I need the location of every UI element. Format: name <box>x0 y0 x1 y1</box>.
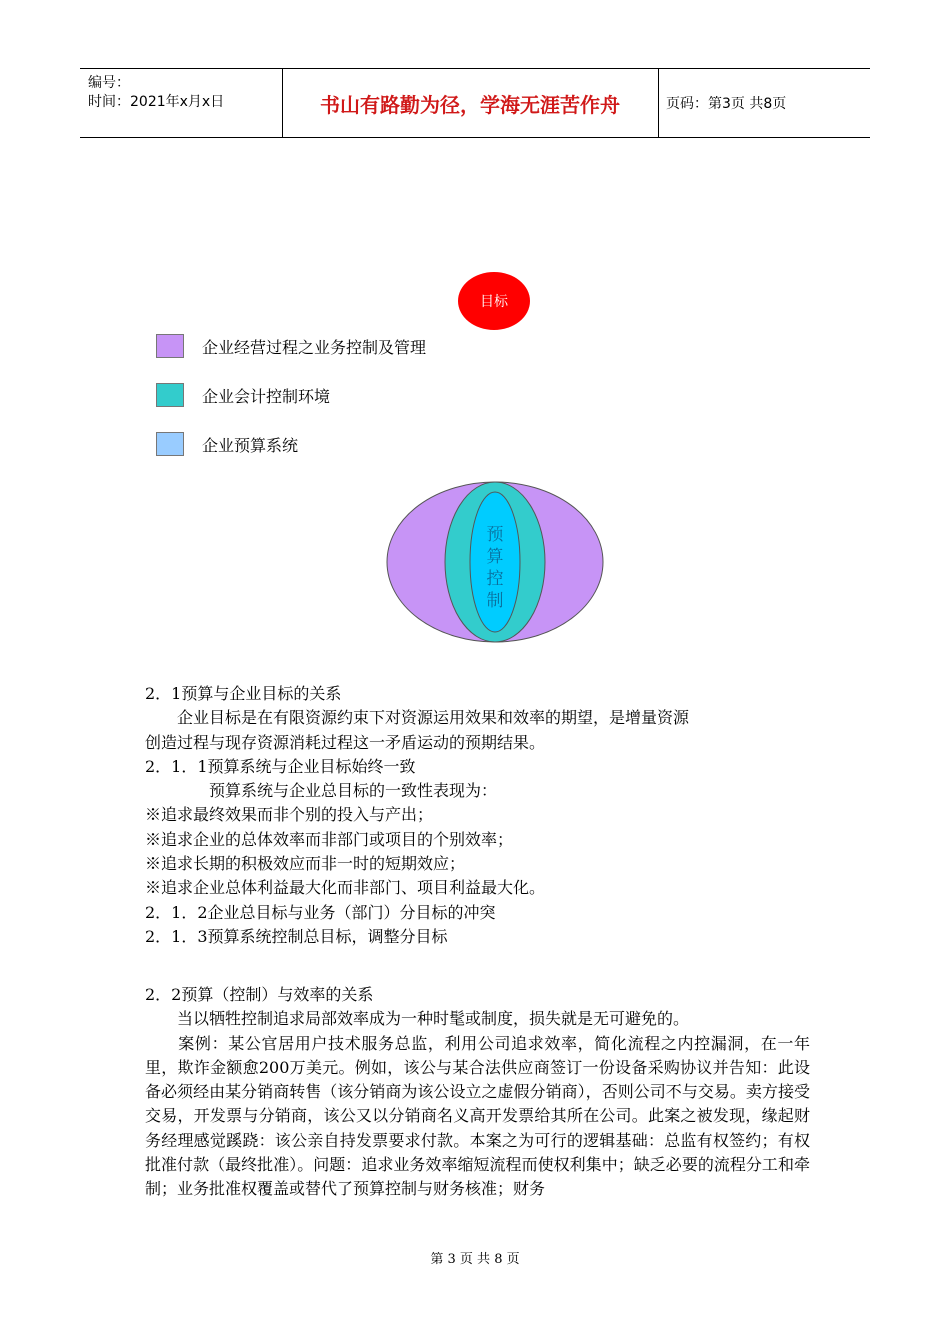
core-char: 预 <box>486 525 504 545</box>
legend-swatch-blue <box>156 432 184 456</box>
time-label: 时间：2021年x月x日 <box>88 94 225 110</box>
paragraph-line: 预算系统与企业总目标的一致性表现为： <box>145 781 498 801</box>
bullet-item: ※追求最终效果而非个别的投入与产出； <box>145 805 434 825</box>
bullet-item: ※追求企业的总体效率而非部门或项目的个别效率； <box>145 829 514 849</box>
number-label: 编号： <box>88 75 130 91</box>
legend-label: 企业预算系统 <box>202 435 299 455</box>
core-char: 制 <box>486 591 504 611</box>
legend-label: 企业经营过程之业务控制及管理 <box>202 337 427 357</box>
legend-swatch-purple <box>156 334 184 358</box>
page-header <box>80 68 870 138</box>
section-heading: 2．1预算与企业目标的关系 <box>145 684 342 703</box>
legend-item-budget <box>156 431 298 457</box>
paragraph-line: 企业目标是在有限资源约束下对资源运用效果和效率的期望，是增量资源 <box>145 708 690 728</box>
body-section-2-1 <box>145 682 810 949</box>
core-char: 算 <box>486 547 504 567</box>
legend-swatch-teal <box>156 383 184 407</box>
section-heading: 2．2预算（控制）与效率的关系 <box>145 985 374 1004</box>
legend-item-accounting <box>156 382 330 408</box>
subsection-heading: 2．1．3预算系统控制总目标，调整分目标 <box>145 926 448 946</box>
legend-item-business <box>156 333 426 359</box>
page-footer: 第 3 页 共 8 页 <box>430 1252 520 1267</box>
case-paragraph: 案例：某公官居用户技术服务总监，利用公司追求效率，简化流程之内控漏洞，在一年里，欺诈金额愈200万美元。例如，该公与某合法供应商签订一份设备采购协议并告知：此设备必须经由某分销商转售（该分销商为该公设立之虚假分销商），否则公司不与交易。卖方接受交易，开发票与分销商，该公又以分销商名义高开发票给其所在公司。此案之被发现，缘起财务经理感觉蹊跷：该公亲自持发票要求付款。本案之为可行的逻辑基础：总监有权签约；有权批准付款（最终批准）。问题：追求业务效率缩短流程而使权利集中；缺乏必要的流程分工和牵制；业务批准权覆盖或替代了预算控制与财务核准；财务 <box>145 1033 810 1199</box>
paragraph-line: 当以牺牲控制追求局部效率成为一种时髦或制度，损失就是无可避免的。 <box>145 1009 690 1029</box>
legend-label: 企业会计控制环境 <box>202 386 331 406</box>
target-bubble <box>458 272 530 330</box>
header-divider <box>658 69 659 137</box>
budget-control-diagram <box>386 480 606 646</box>
target-label: 目标 <box>480 294 508 310</box>
bullet-item: ※追求企业总体利益最大化而非部门、项目利益最大化。 <box>145 878 546 898</box>
bullet-item: ※追求长期的积极效应而非一时的短期效应； <box>145 854 466 874</box>
header-motto: 书山有路勤为径，学海无涯苦作舟 <box>320 92 620 117</box>
paragraph-line: 创造过程与现存资源消耗过程这一矛盾运动的预期结果。 <box>145 732 546 752</box>
subsection-heading: 2．1．1预算系统与企业目标始终一致 <box>145 756 416 776</box>
core-char: 控 <box>486 569 504 589</box>
header-left <box>88 74 224 112</box>
subsection-heading: 2．1．2企业总目标与业务（部门）分目标的冲突 <box>145 902 496 922</box>
body-section-2-2 <box>145 983 810 1202</box>
header-page-label: 页码：第3页 共8页 <box>666 96 787 112</box>
